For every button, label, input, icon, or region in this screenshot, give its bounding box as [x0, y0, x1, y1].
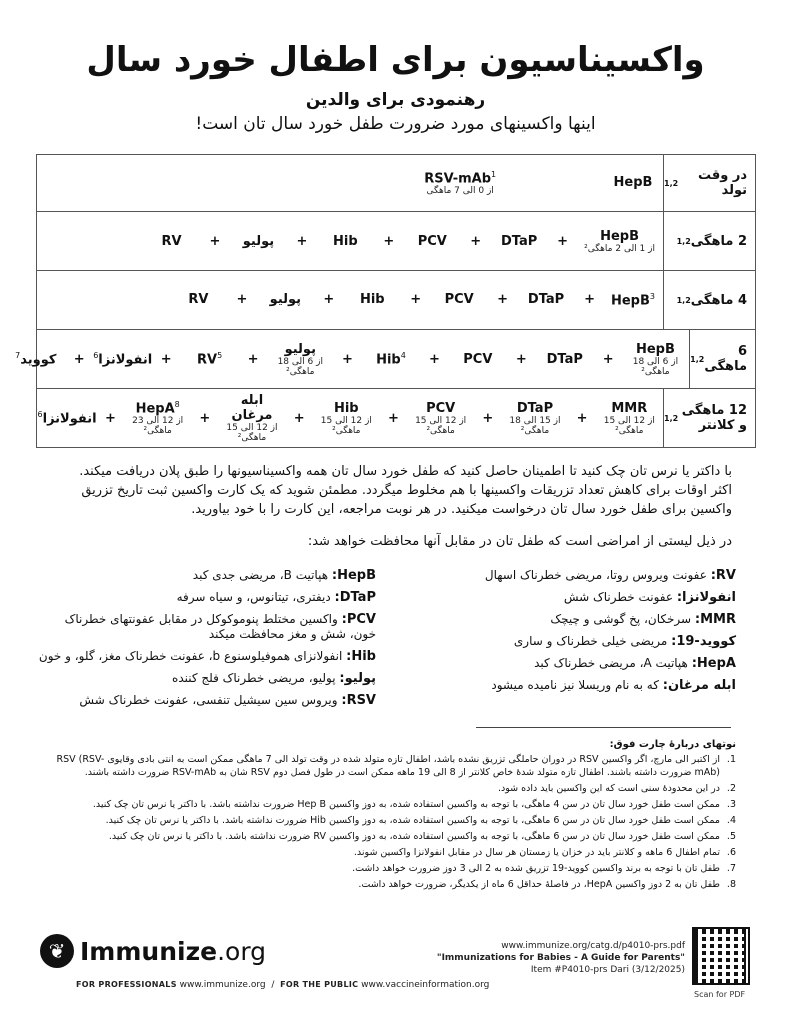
age-label: 2 ماهگی — [690, 233, 747, 249]
age-footnote: 1,2 — [676, 236, 691, 246]
plus-sign: + — [73, 351, 85, 367]
schedule-age — [663, 389, 755, 447]
definition-term: پولیو: — [339, 671, 376, 686]
plus-sign: + — [293, 410, 305, 426]
disease-definition — [436, 612, 736, 627]
vaccine-name — [93, 351, 152, 367]
vaccine-name — [15, 351, 56, 367]
vaccine-label: انفولانزا — [42, 411, 97, 427]
note-number: 4. — [726, 815, 736, 826]
logo-suffix-text: .org — [217, 936, 267, 966]
definition-term: ابله مرغان: — [662, 678, 736, 693]
vaccine-footnote: 4 — [400, 350, 406, 360]
chart-note — [50, 862, 736, 875]
vaccine-cell — [321, 401, 372, 436]
vaccine-label: DTaP — [516, 400, 554, 416]
vaccine-footnote: 1 — [491, 169, 497, 179]
plus-sign: + — [515, 351, 527, 367]
vaccine-name — [445, 292, 474, 307]
pro-link[interactable]: www.immunize.org — [179, 980, 266, 990]
chart-note — [50, 814, 736, 827]
vaccine-cell — [323, 234, 367, 249]
vaccine-cell — [456, 352, 500, 367]
chart-notes — [50, 738, 736, 894]
definition-term: RSV: — [341, 693, 376, 708]
vaccine-footnote: 8 — [174, 399, 180, 409]
vaccine-cell — [350, 292, 394, 307]
definition-description: انفولانزای هموفیلوسنوع b، عفونت خطرناک مغز، گلو، و خون — [38, 649, 343, 663]
disease-definition — [36, 612, 376, 642]
definition-description: عفونت خطرناک شش — [563, 590, 674, 604]
ref-title: "Immunizations for Babies - A Guide for Parents" — [436, 953, 685, 963]
vaccine-label: Hib — [333, 233, 358, 249]
definition-term: RV: — [710, 568, 736, 583]
age-label: 6 ماهگی — [704, 344, 747, 374]
vaccine-name — [243, 234, 274, 249]
schedule-age — [689, 330, 755, 388]
definition-description: که به نام وریسلا نیز نامیده میشود — [491, 678, 659, 692]
vaccine-label: DTaP — [501, 233, 538, 249]
plus-sign: + — [236, 292, 248, 308]
vaccine-label: HepB — [613, 175, 653, 191]
vaccine-age-range: از 15 الی 18 ماهگی² — [509, 415, 561, 436]
age-footnote: 1,2 — [676, 295, 691, 305]
vaccine-name — [636, 342, 675, 357]
vaccine-name — [376, 351, 406, 367]
plus-sign: + — [482, 410, 494, 426]
schedule-vaccines — [6, 342, 689, 377]
vaccine-label: ابله مرغان — [231, 393, 273, 423]
vaccine-name — [197, 351, 222, 367]
vaccine-name — [424, 170, 496, 186]
vaccine-label: کووید — [20, 352, 57, 368]
vaccine-name — [547, 352, 583, 367]
vaccine-cell — [188, 351, 232, 367]
vaccine-cell — [132, 400, 183, 436]
page-title: واکسیناسیون برای اطفال خورد سال — [86, 40, 705, 80]
footer-links: FOR PROFESSIONALS www.immunize.org / FOR THE PUBLIC www.vaccineinformation.org — [76, 980, 490, 990]
definition-description: ویروس سین سیشیل تنفسی، عفونت خطرناک شش — [79, 693, 338, 707]
definition-term: کووید-19: — [671, 634, 736, 649]
vaccine-cell — [524, 292, 568, 307]
note-number: 7. — [726, 863, 736, 874]
disease-definition — [436, 678, 736, 693]
vaccine-label: انفولانزا — [98, 352, 153, 368]
vaccine-label: DTaP — [527, 292, 565, 308]
disease-definition — [436, 568, 736, 583]
vaccine-cell — [176, 292, 220, 307]
vaccine-label: پولیو — [284, 341, 316, 357]
vaccine-cell — [369, 351, 413, 367]
vaccine-label: HepB — [635, 341, 675, 357]
plus-sign: + — [602, 351, 614, 367]
notes-list — [50, 753, 736, 891]
document-reference — [430, 940, 685, 976]
vaccine-cell — [584, 229, 655, 254]
immunize-logo[interactable] — [40, 934, 266, 968]
plus-sign: + — [105, 410, 116, 426]
vaccine-cell — [37, 409, 97, 427]
vaccine-age-range: از 1 الی 2 ماهگی² — [584, 243, 655, 254]
vaccine-name — [418, 234, 447, 249]
definition-description: هپاتیت B، مریضی جدی کبد — [192, 568, 329, 582]
vaccine-label: پولیو — [242, 233, 275, 249]
plus-sign: + — [160, 351, 172, 367]
disease-definition — [436, 656, 736, 671]
plus-sign: + — [323, 292, 335, 308]
disease-definition — [436, 634, 736, 649]
vaccine-age-range: از 12 الی 15 ماهگی² — [415, 415, 467, 436]
vaccine-footnote: 7 — [15, 350, 21, 360]
schedule-row — [37, 388, 755, 447]
vaccine-label: HepA — [135, 401, 175, 417]
vaccine-age-range: از 12 الی 23 ماهگی² — [132, 416, 184, 437]
disease-definition — [36, 590, 376, 605]
vaccine-cell — [543, 352, 587, 367]
vaccine-cell — [497, 234, 541, 249]
plus-sign: + — [576, 410, 588, 426]
note-number: 2. — [726, 783, 736, 794]
vaccine-name — [360, 292, 385, 307]
vaccine-name — [611, 292, 655, 308]
vaccine-label: Hib — [359, 292, 385, 308]
pro-label: FOR PROFESSIONALS — [76, 980, 177, 989]
age-label: 12 ماهگی و کلانتر — [681, 403, 747, 433]
vaccine-name — [136, 400, 180, 416]
vaccine-name — [528, 292, 564, 307]
disease-definitions — [36, 568, 736, 715]
schedule-vaccines — [37, 229, 663, 254]
vaccine-name — [38, 410, 97, 426]
ref-item: Item #P4010-prs Dari (3/12/2025) — [530, 965, 685, 975]
vaccine-name — [463, 352, 492, 367]
schedule-row — [37, 211, 755, 270]
disease-definition — [36, 568, 376, 583]
public-link[interactable]: www.vaccineinformation.org — [361, 980, 490, 990]
plus-sign: + — [428, 351, 440, 367]
vaccine-age-range: از 0 الی 7 ماهگی — [426, 186, 494, 197]
note-number: 8. — [726, 879, 736, 890]
vaccine-age-range: از 12 الی 15 ماهگی² — [226, 423, 278, 443]
vaccine-cell — [611, 175, 655, 190]
vaccine-cell — [410, 234, 454, 249]
vaccine-footnote: 6 — [37, 409, 43, 419]
age-footnote: 1,2 — [690, 354, 705, 364]
schedule-row — [37, 155, 755, 211]
plus-sign: + — [247, 351, 259, 367]
qr-label: Scan for PDF — [694, 990, 746, 999]
plus-sign: + — [410, 292, 422, 308]
ref-url[interactable]: www.immunize.org/catg.d/p4010-prs.pdf — [501, 941, 685, 951]
schedule-vaccines — [37, 292, 663, 308]
disease-definition — [36, 649, 376, 664]
vaccine-cell — [604, 401, 655, 436]
definition-description: سرخکان، پخ گوشی و چیچک — [550, 612, 692, 626]
note-text: طفل تان با توجه به برند واکسین کووید-19 تزریق شده به 2 الی 3 دوز ضرورت خواهد داشت. — [352, 863, 720, 874]
age-label: در وقت تولد — [697, 168, 747, 198]
vaccine-cell — [275, 342, 327, 377]
vaccine-cell — [93, 350, 153, 368]
vaccine-age-range: از 12 الی 15 ماهگی² — [320, 415, 372, 436]
age-footnote: 1,2 — [664, 413, 679, 423]
definition-term: PCV: — [341, 612, 376, 627]
age-label: 4 ماهگی — [690, 292, 747, 308]
schedule-row — [15, 329, 755, 388]
notes-heading: نوتهای دربارهٔ چارت فوق: — [609, 739, 736, 750]
vaccine-name — [270, 292, 301, 307]
definition-description: دیفتری، تیتانوس، و سیاه سرفه — [176, 590, 331, 604]
vaccine-name — [614, 175, 653, 190]
vaccine-label: HepB — [600, 228, 639, 244]
note-text: ممکن است طفل خورد سال تان در سن 6 ماهگی، با توجه به واکسین استفاده شده، به دوز واکسین Hib ضرورت نداشته باشد. با داکتر یا نرس تان چک کنید. — [105, 815, 720, 826]
plus-sign: + — [557, 233, 569, 249]
definitions-left-column — [436, 568, 736, 715]
vaccine-label: PCV — [444, 292, 474, 308]
plus-sign: + — [199, 410, 211, 426]
vaccine-cell — [630, 342, 682, 377]
vaccine-footnote: 3 — [649, 291, 655, 301]
note-text: از اکتبر الی مارچ، اگر واکسین RSV در دوران حاملگی تزریق نشده باشد، اطفال تازه متولد شده در وقت تولد الی 7 ماهگی ممکن است به انتی بادی وقایوی RSV (RSV-mAb) ضرورت داشته باشند. اطفال تازه متولد شدهٔ خاص کلانتر از 8 الی 19 ماهه ممکن است در طول فصل دوم RSV شان به RSV-mAb ضرورت داشته باشند. — [56, 754, 720, 778]
vaccine-name — [333, 234, 358, 249]
chart-note — [50, 753, 736, 779]
vaccine-age-range: از 6 الی 18 ماهگی² — [632, 356, 679, 377]
note-number: 1. — [726, 754, 736, 765]
chart-note — [50, 798, 736, 811]
chart-note — [50, 846, 736, 859]
vaccine-name — [162, 234, 182, 249]
page-tagline: اینها واکسینهای مورد ضرورت طفل خورد سال تان است! — [195, 114, 596, 134]
vaccine-name — [501, 234, 537, 249]
disease-definition — [36, 671, 376, 686]
definition-description: واکسین مختلط پنوموکوکل در مقابل عفونتهای خطرناک خون، شش و مغز محافظت میکند — [64, 612, 376, 641]
note-text: ممکن است طفل خورد سال تان در سن 4 ماهگی، با توجه به واکسین استفاده شده، به دوز واکسین Hep B ضرورت نداشته باشد. با داکتر یا نرس تان چک کنید. — [92, 799, 720, 810]
vaccine-name — [226, 393, 277, 423]
vaccine-label: RV — [197, 352, 218, 368]
note-text: ممکن است طفل خورد سال تان در سن 6 ماهگی، با توجه به واکسین استفاده شده، به دوز واکسین RV ضرورت نداشته باشد. با داکتر یا نرس تان چک کنید. — [108, 831, 720, 842]
chart-note — [50, 878, 736, 891]
immunize-logo-icon: ❦ — [40, 934, 74, 968]
vaccine-age-range: از 6 الی 18 ماهگی² — [277, 356, 323, 377]
page-subtitle: رهنمودی برای والدین — [305, 90, 486, 110]
note-number: 6. — [726, 847, 736, 858]
schedule-vaccines — [37, 170, 663, 196]
vaccine-name — [611, 401, 647, 416]
vaccine-label: Hib — [376, 352, 401, 368]
vaccine-name — [600, 229, 639, 244]
instructions-paragraph: با داکتر یا نرس تان چک کنید تا اطمینان حاصل کنید که طفل خورد سال تان همه واکسیناسیونها را طبق پلان دریافت میکند. اکثر اوقات برای کاهش تعداد تزریقات واکسینها با هم مخلوط میگردد. مطمئن شوید که یک کارت واکسین ثبت تاریخ تزریق واکسین برای طفل خورد سال تان درخواست میکنید. در هر نوبت مراجعه، این کارت را با خود بیاورید. — [79, 464, 732, 517]
vaccine-label: PCV — [426, 400, 456, 416]
vaccine-name — [334, 401, 359, 416]
definition-term: HepB: — [331, 568, 376, 583]
vaccine-cell — [236, 234, 280, 249]
definition-description: هپاتیت A، مریضی خطرناک کبد — [534, 656, 688, 670]
vaccine-cell — [509, 401, 560, 436]
schedule-age — [663, 212, 755, 270]
age-footnote: 1,2 — [664, 178, 679, 188]
definition-term: DTaP: — [334, 590, 376, 605]
vaccine-label: MMR — [611, 400, 648, 416]
definition-term: MMR: — [694, 612, 736, 627]
schedule-row — [37, 270, 755, 329]
note-text: در این محدودهٔ سنی است که این واکسین باید داده شود. — [497, 783, 720, 794]
plus-sign: + — [383, 233, 395, 249]
schedule-age — [663, 271, 755, 329]
notes-divider — [476, 727, 731, 728]
plus-sign: + — [209, 233, 221, 249]
vaccine-age-range: از 12 الی 15 ماهگی² — [603, 415, 655, 436]
definitions-right-column — [36, 568, 376, 715]
vaccine-name — [517, 401, 553, 416]
vaccine-label: RSV-mAb — [424, 171, 491, 187]
plus-sign: + — [296, 233, 308, 249]
vaccine-label: Hib — [333, 400, 359, 416]
plus-sign: + — [342, 351, 353, 367]
vaccine-name — [188, 292, 208, 307]
definition-term: Hib: — [346, 649, 376, 664]
vaccine-footnote: 6 — [93, 350, 99, 360]
logo-main-text: Immunize — [80, 936, 218, 966]
diseases-intro: در ذیل لیستی از امراضی است که طفل تان در مقابل آنها محافظت خواهد شد: — [307, 534, 732, 549]
vaccine-name — [426, 401, 455, 416]
chart-note — [50, 830, 736, 843]
vaccine-cell — [226, 393, 277, 443]
definition-description: عفونت ویروس روتا، مریضی خطرناک اسهال — [484, 568, 707, 582]
definition-description: پولیو، مریضی خطرناک فلج کننده — [172, 671, 336, 685]
vaccine-cell — [424, 170, 496, 196]
vaccine-footnote: 5 — [217, 350, 223, 360]
plus-sign: + — [470, 233, 482, 249]
qr-code[interactable] — [692, 927, 750, 985]
vaccine-label: PCV — [463, 351, 493, 367]
note-number: 5. — [726, 831, 736, 842]
definition-term: انفولانزا: — [676, 590, 736, 605]
vaccine-cell — [415, 401, 466, 436]
schedule-age — [663, 155, 755, 211]
disease-definition — [436, 590, 736, 605]
vaccine-cell — [437, 292, 481, 307]
note-number: 3. — [726, 799, 736, 810]
vaccine-label: DTaP — [546, 351, 583, 367]
vaccine-cell — [14, 351, 58, 367]
vaccine-cell — [611, 292, 655, 308]
vaccine-label: RV — [188, 292, 209, 308]
disease-definition — [36, 693, 376, 708]
note-text: طفل تان به 2 دوز واکسین HepA، در فاصلهٔ حداقل 6 ماه از یکدیگر، ضرورت خواهد داشت. — [358, 879, 720, 890]
note-text: تمام اطفال 6 ماهه و کلانتر باید در خزان یا زمستان هر سال در مقابل انفولانزا واکسین شوند. — [353, 847, 720, 858]
vaccine-schedule-table — [15, 154, 756, 448]
vaccine-label: HepB — [610, 293, 650, 309]
plus-sign: + — [388, 410, 399, 426]
vaccine-cell — [150, 234, 194, 249]
definition-term: HepA: — [691, 656, 736, 671]
chart-note — [50, 782, 736, 795]
plus-sign: + — [497, 292, 509, 308]
schedule-vaccines — [37, 393, 663, 443]
vaccine-label: RV — [161, 233, 182, 249]
vaccine-label: پولیو — [269, 292, 302, 308]
definition-description: مریضی خیلی خطرناک و ساری — [513, 634, 668, 648]
plus-sign: + — [584, 292, 595, 308]
vaccine-name — [285, 342, 316, 357]
public-label: FOR THE PUBLIC — [280, 980, 359, 989]
vaccine-cell — [263, 292, 307, 307]
vaccine-label: PCV — [417, 233, 447, 249]
